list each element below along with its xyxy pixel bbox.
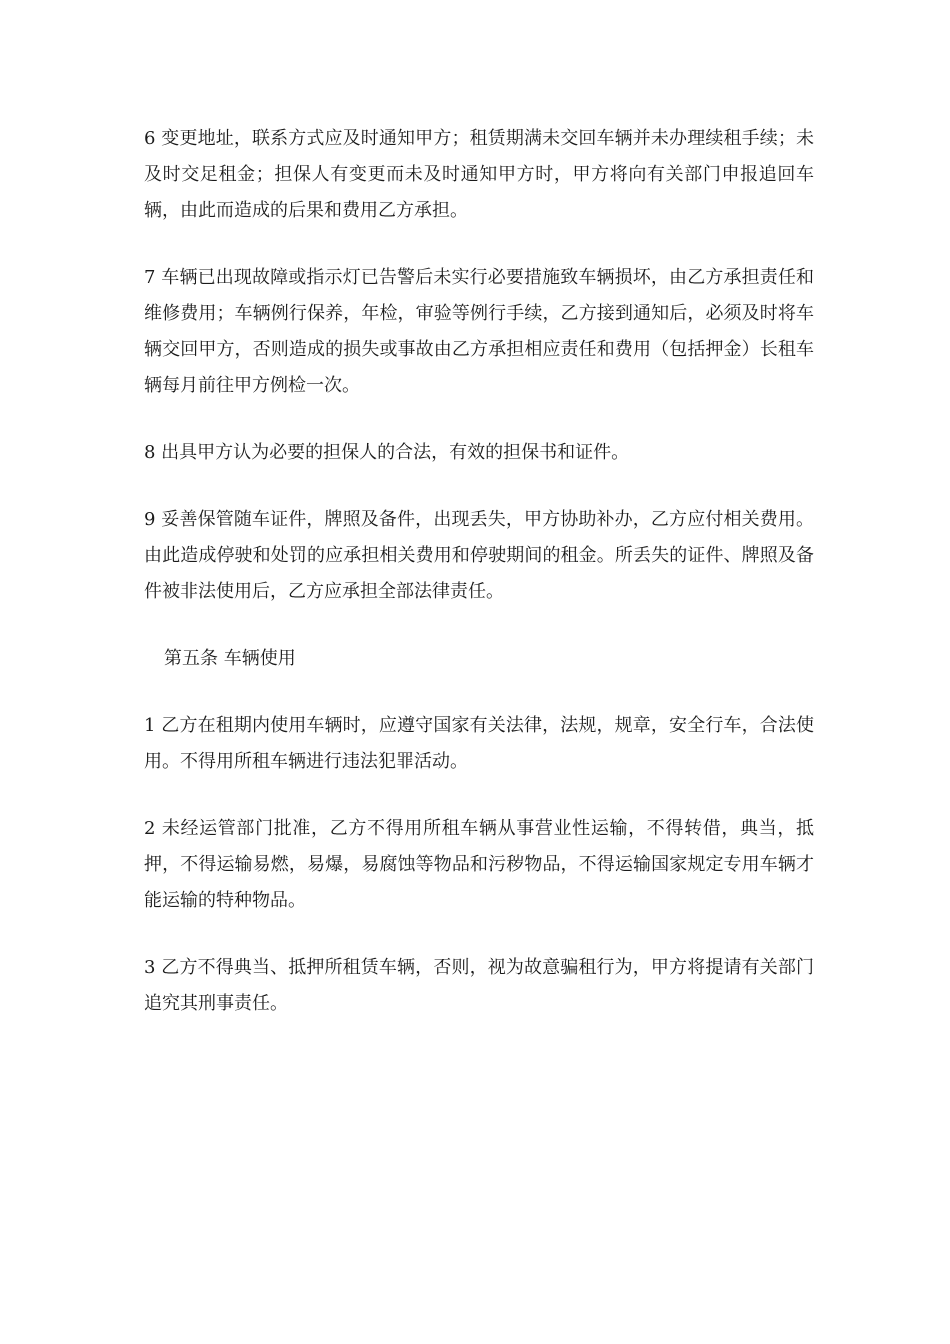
clause-paragraph: 1 乙方在租期内使用车辆时，应遵守国家有关法律，法规，规章，安全行车，合法使用。不得用所租车辆进行违法犯罪活动。 (144, 715, 814, 772)
clause-paragraph: 9 妥善保管随车证件，牌照及备件，出现丢失，甲方协助补办，乙方应付相关费用。由此造成停驶和处罚的应承担相关费用和停驶期间的租金。所丢失的证件、牌照及备件被非法使用后，乙方应承担全部法律责任。 (144, 509, 814, 602)
clause-paragraph: 3 乙方不得典当、抵押所租赁车辆，否则，视为故意骗租行为，甲方将提请有关部门追究其刑事责任。 (144, 957, 814, 1014)
section-title: 第五条 车辆使用 (164, 648, 296, 669)
clause-paragraph: 7 车辆已出现故障或指示灯已告警后未实行必要措施致车辆损坏，由乙方承担责任和维修费用；车辆例行保养，年检，审验等例行手续，乙方接到通知后，必须及时将车辆交回甲方，否则造成的损失或事故由乙方承担相应责任和费用（包括押金）长租车辆每月前往甲方例检一次。 (144, 267, 814, 396)
document-body (144, 121, 814, 1053)
clause-paragraph: 8 出具甲方认为必要的担保人的合法，有效的担保书和证件。 (144, 442, 630, 463)
clause-paragraph: 6 变更地址，联系方式应及时通知甲方；租赁期满未交回车辆并未办理续租手续；未及时交足租金；担保人有变更而未及时通知甲方时，甲方将向有关部门申报追回车辆，由此而造成的后果和费用乙方承担。 (144, 128, 814, 221)
clause-paragraph: 2 未经运管部门批准，乙方不得用所租车辆从事营业性运输，不得转借，典当，抵押，不得运输易燃，易爆，易腐蚀等物品和污秽物品，不得运输国家规定专用车辆才能运输的特种物品。 (144, 818, 814, 911)
